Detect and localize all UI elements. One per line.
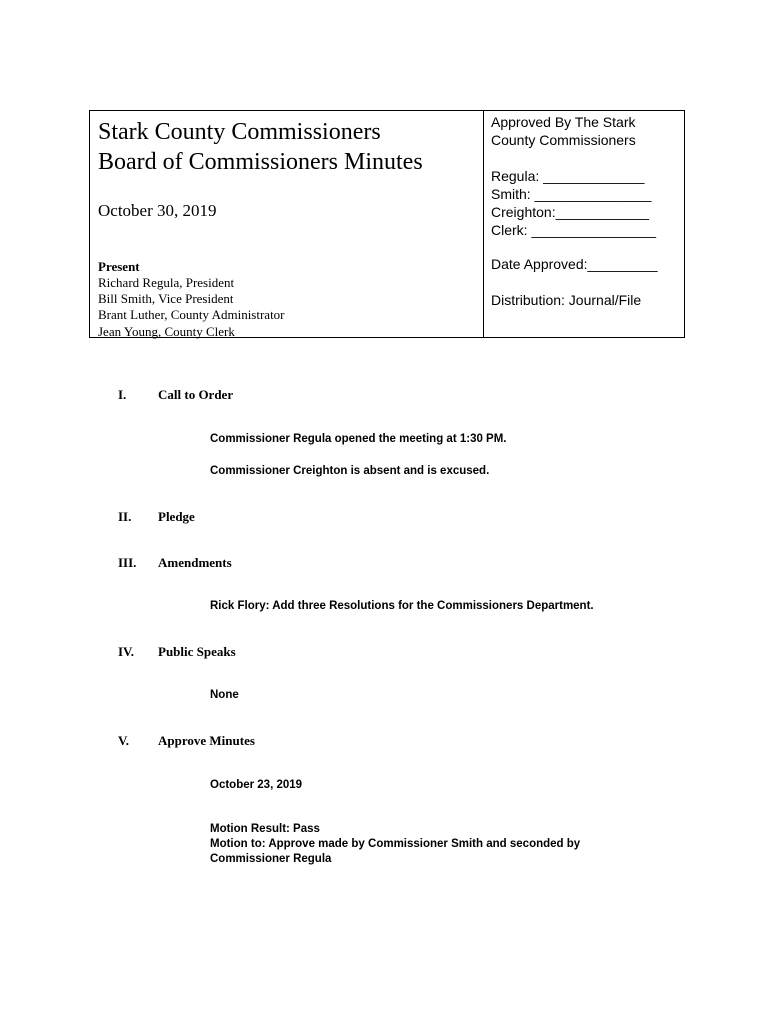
- item-title: Call to Order: [158, 387, 234, 402]
- title-line-1: Stark County Commissioners: [98, 119, 381, 145]
- present-member: Bill Smith, Vice President: [98, 291, 234, 307]
- item-number: III.: [118, 555, 137, 570]
- item-number: IV.: [118, 644, 135, 659]
- title-line-2: Board of Commissioners Minutes: [98, 149, 423, 175]
- present-member: Richard Regula, President: [98, 275, 235, 290]
- signature-line-smith: Smith: _______________: [491, 186, 652, 202]
- signature-line-regula: Regula: _____________: [491, 168, 645, 184]
- present-list: [98, 275, 285, 340]
- date-approved: Date Approved:_________: [491, 256, 658, 272]
- motion-text: Motion to: Approve made by Commissioner Smith and seconded by: [210, 838, 581, 850]
- motion-result: Motion Result: Pass: [210, 823, 320, 835]
- item-number: V.: [118, 733, 129, 748]
- header-right-column: [484, 111, 684, 337]
- item-text: None: [210, 689, 239, 701]
- header-table: [89, 110, 685, 338]
- item-number: I.: [118, 387, 127, 402]
- signature-line-creighton: Creighton:____________: [491, 204, 650, 220]
- present-member: Brant Luther, County Administrator: [98, 307, 285, 323]
- item-number: II.: [118, 509, 132, 524]
- approval-heading: Approved By The Stark County Commissioners: [491, 114, 636, 148]
- document-title: [98, 117, 423, 177]
- item-text: October 23, 2019: [210, 779, 303, 791]
- signature-line-clerk: Clerk: ________________: [491, 222, 657, 238]
- item-text: Commissioner Regula opened the meeting at 1:30 PM.: [210, 433, 507, 445]
- signature-list: [491, 167, 656, 239]
- item-text: Rick Flory: Add three Resolutions for the Commissioners Department.: [210, 600, 594, 612]
- distribution: Distribution: Journal/File: [491, 292, 642, 308]
- meeting-date: October 30, 2019: [98, 201, 217, 220]
- item-title: Public Speaks: [158, 644, 236, 659]
- header-left-column: [90, 111, 484, 337]
- present-heading: Present: [98, 259, 140, 274]
- item-text: Commissioner Creighton is absent and is excused.: [210, 465, 490, 477]
- motion-text: Commissioner Regula: [210, 853, 332, 865]
- item-title: Approve Minutes: [158, 733, 255, 748]
- item-title: Pledge: [158, 509, 195, 524]
- present-member: Jean Young, County Clerk: [98, 323, 235, 339]
- item-title: Amendments: [158, 555, 232, 570]
